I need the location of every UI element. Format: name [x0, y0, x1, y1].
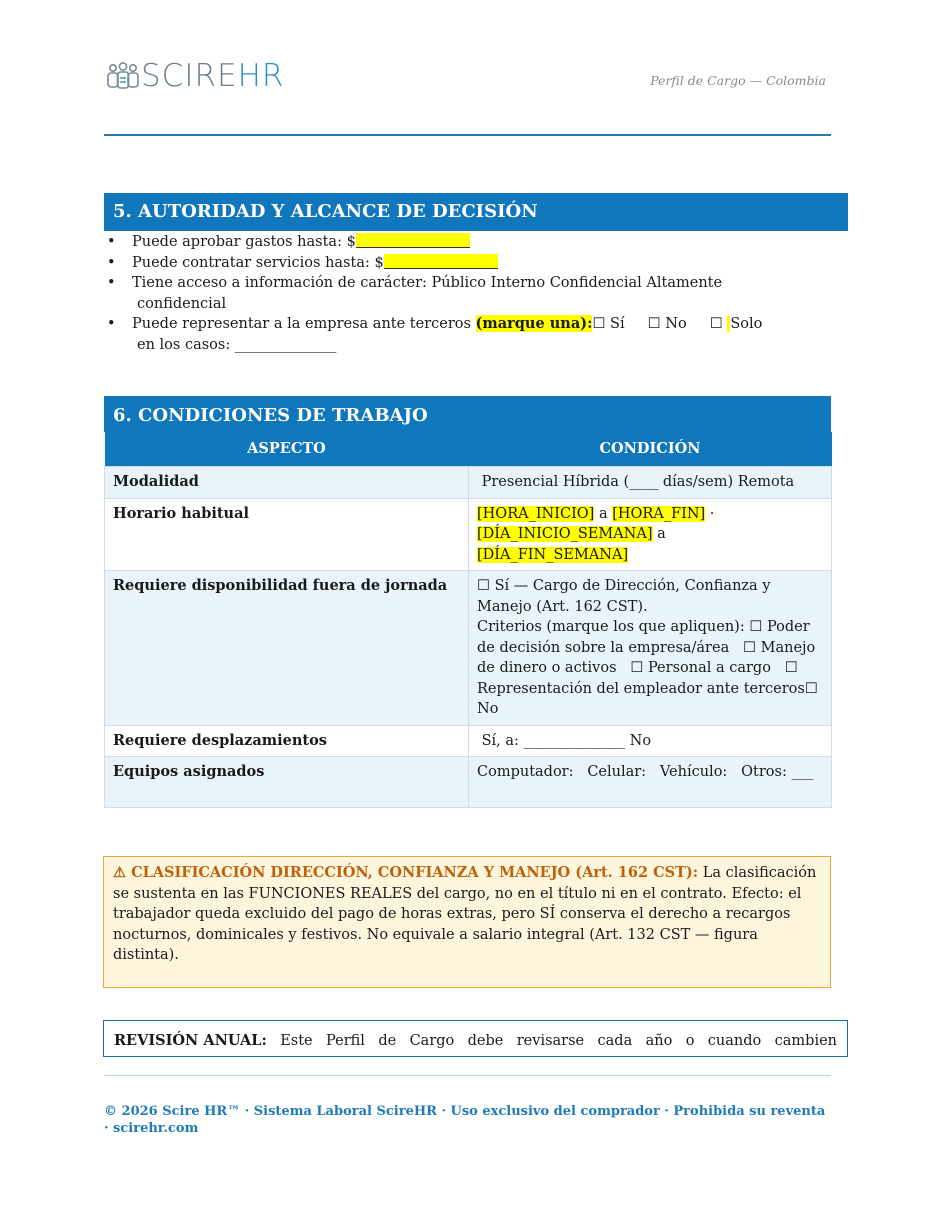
condition-cell: [HORA_INICIO] a [HORA_FIN] · [DÍA_INICIO_SEMANA] a [DÍA_FIN_SEMANA] [469, 498, 832, 571]
section-5-title: 5. AUTORIDAD Y ALCANCE DE DECISIÓN [104, 193, 848, 231]
table-row [105, 467, 832, 499]
condition-cell[interactable]: Presencial Híbrida (____ días/sem) Remota [469, 467, 832, 499]
table-header-row [105, 432, 832, 467]
expense-approval-label: Puede aprobar gastos hasta: $ [132, 234, 356, 250]
aspect-cell: Requiere desplazamientos [105, 725, 469, 757]
table-row [105, 757, 832, 808]
document-subtitle: Perfil de Cargo — Colombia [650, 73, 826, 88]
table-row [105, 725, 832, 757]
work-conditions-section [104, 396, 831, 808]
aspect-cell: Horario habitual [105, 498, 469, 571]
table-row [105, 498, 832, 571]
logo-text-hr: HR [237, 58, 285, 94]
condition-cell[interactable]: ☐ Sí — Cargo de Dirección, Confianza y Manejo (Art. 162 CST). Criterios (marque los que apliquen): ☐ Poder de decisión sobre la empresa/área ☐ Manejo de dinero o activos ☐ Personal a cargo ☐ Representación del empleador ante terceros☐ No [469, 571, 832, 726]
hora-inicio-placeholder[interactable]: [HORA_INICIO] [477, 505, 595, 522]
classification-warning-box [103, 856, 831, 988]
aspect-cell: Modalidad [105, 467, 469, 499]
expense-amount-field[interactable] [356, 233, 470, 248]
dia-fin-placeholder[interactable]: [DÍA_FIN_SEMANA] [477, 546, 629, 563]
list-item [104, 273, 834, 314]
bullet-icon: • [107, 234, 116, 250]
header-divider [104, 134, 831, 136]
conditions-table [104, 432, 832, 808]
hora-fin-placeholder[interactable]: [HORA_FIN] [612, 505, 706, 522]
dia-inicio-placeholder[interactable]: [DÍA_INICIO_SEMANA] [477, 526, 653, 542]
bullet-icon: • [107, 316, 116, 332]
annual-review-box: REVISIÓN ANUAL: Este Perfil de Cargo debe revisarse cada año o cuando cambien [103, 1020, 848, 1057]
bullet-icon: • [107, 275, 116, 291]
representation-label: Puede representar a la empresa ante terceros [132, 316, 476, 332]
list-item [104, 253, 834, 274]
warning-body: La clasificación se sustenta en las FUNCIONES REALES del cargo, no en el título ni en el contrato. Efecto: el trabajador queda excluido del pago de horas extras, pero SÍ conserva el derecho a recargos nocturnos, dominicales y festivos. No equivale a salario integral (Art. 132 CST — figura distinta). [113, 865, 817, 963]
warning-icon: ⚠ [113, 864, 126, 881]
services-amount-field[interactable] [384, 254, 498, 269]
footer-copyright: © 2026 Scire HR™ · Sistema Laboral ScireHR · Uso exclusivo del comprador · Prohibida su reventa · scirehr.com [104, 1104, 826, 1136]
aspect-cell: Requiere disponibilidad fuera de jornada [105, 571, 469, 726]
condition-cell[interactable]: Computador: Celular: Vehículo: Otros: ___ [469, 757, 832, 808]
solo-option[interactable]: Solo [730, 316, 763, 332]
mark-one-note: (marque una): [475, 315, 593, 332]
warning-title: CLASIFICACIÓN DIRECCIÓN, CONFIANZA Y MANEJO (Art. 162 CST): [131, 864, 699, 881]
scirehr-logo [105, 60, 284, 92]
bullet-icon: • [107, 254, 116, 271]
services-hiring-label: Puede contratar servicios hasta: $ [132, 254, 384, 271]
column-header-condition: CONDICIÓN [469, 432, 832, 467]
representation-options[interactable]: ☐ Sí ☐ No ☐ [592, 316, 728, 332]
section-6-title: 6. CONDICIONES DE TRABAJO [104, 396, 831, 432]
aspect-cell: Equipos asignados [105, 757, 469, 808]
condition-cell[interactable]: Sí, a: ______________ No [469, 725, 832, 757]
list-item [104, 314, 834, 355]
footer-divider [104, 1075, 831, 1076]
column-header-aspect: ASPECTO [105, 432, 469, 467]
representation-cases-field[interactable]: en los casos: ______________ [137, 336, 337, 353]
authority-list [104, 232, 834, 355]
list-item [104, 232, 834, 253]
people-group-icon [105, 60, 141, 92]
review-label: REVISIÓN ANUAL: [114, 1032, 267, 1049]
table-row [105, 571, 832, 726]
info-access-label: Tiene acceso a información de carácter: Público Interno Confidencial Altamente [132, 275, 723, 291]
logo-text-scire: SCIRE [141, 58, 238, 94]
info-access-continuation: confidencial [137, 295, 227, 312]
